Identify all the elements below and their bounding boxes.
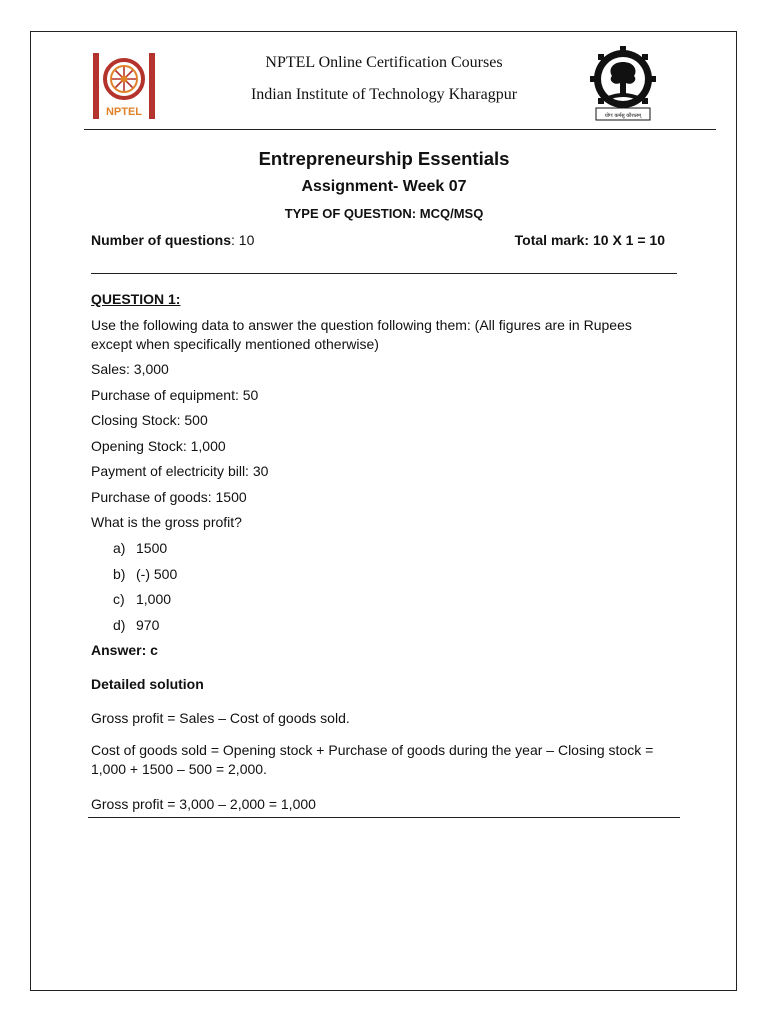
total-mark: Total mark: 10 X 1 = 10 bbox=[514, 232, 665, 248]
data-line-opening-stock: Opening Stock: 1,000 bbox=[91, 438, 226, 454]
option-text: 970 bbox=[136, 617, 160, 633]
header-institute: Indian Institute of Technology Kharagpur bbox=[250, 86, 518, 103]
option-c bbox=[113, 590, 171, 609]
assignment-week: Assignment- Week 07 bbox=[301, 178, 467, 195]
question-intro: Use the following data to answer the question following them: (All figures are in Rupees except when specifically mentioned otherwise) bbox=[91, 317, 632, 352]
option-a bbox=[113, 539, 167, 558]
data-line-purchase-goods: Purchase of goods: 1500 bbox=[91, 489, 247, 505]
option-letter: d) bbox=[113, 617, 126, 633]
question-type: TYPE OF QUESTION: MCQ/MSQ bbox=[284, 206, 484, 221]
question-prompt: What is the gross profit? bbox=[91, 514, 242, 530]
number-of-questions bbox=[91, 232, 254, 248]
document-title: Entrepreneurship Essentials bbox=[258, 148, 510, 169]
option-letter: a) bbox=[113, 540, 126, 556]
section-divider bbox=[91, 273, 677, 274]
option-text: 1500 bbox=[136, 540, 168, 556]
answer: Answer: c bbox=[91, 642, 158, 658]
num-questions-value: : 10 bbox=[231, 232, 255, 248]
solution-line: Cost of goods sold = Opening stock + Purchase of goods during the year – Closing stock = 1,000 + 1500 – 500 = 2,000. bbox=[91, 742, 654, 777]
option-text: (-) 500 bbox=[136, 566, 178, 582]
nptel-logo bbox=[91, 51, 157, 121]
iit-logo-motto: योगः कर्मसु कौशलम् bbox=[604, 113, 642, 119]
option-letter: c) bbox=[113, 591, 125, 607]
option-b bbox=[113, 565, 177, 584]
data-line-electricity: Payment of electricity bill: 30 bbox=[91, 463, 269, 479]
option-d bbox=[113, 616, 159, 635]
data-line-sales: Sales: 3,000 bbox=[91, 361, 169, 377]
solution-divider bbox=[88, 817, 680, 818]
data-line-closing-stock: Closing Stock: 500 bbox=[91, 412, 208, 428]
nptel-logo-text: NPTEL bbox=[105, 106, 143, 118]
solution-line: Gross profit = 3,000 – 2,000 = 1,000 bbox=[91, 796, 316, 812]
page-frame bbox=[30, 31, 737, 991]
num-questions-label: Number of questions bbox=[91, 232, 232, 248]
header-courses: NPTEL Online Certification Courses bbox=[265, 54, 503, 71]
solution-line: Gross profit = Sales – Cost of goods sold. bbox=[91, 710, 350, 726]
option-text: 1,000 bbox=[136, 591, 172, 607]
question-heading: QUESTION 1: bbox=[91, 291, 181, 307]
option-letter: b) bbox=[113, 566, 126, 582]
data-line-equipment: Purchase of equipment: 50 bbox=[91, 387, 259, 403]
solution-heading: Detailed solution bbox=[91, 676, 204, 692]
header-divider bbox=[84, 129, 716, 130]
iit-kharagpur-logo bbox=[590, 46, 656, 122]
